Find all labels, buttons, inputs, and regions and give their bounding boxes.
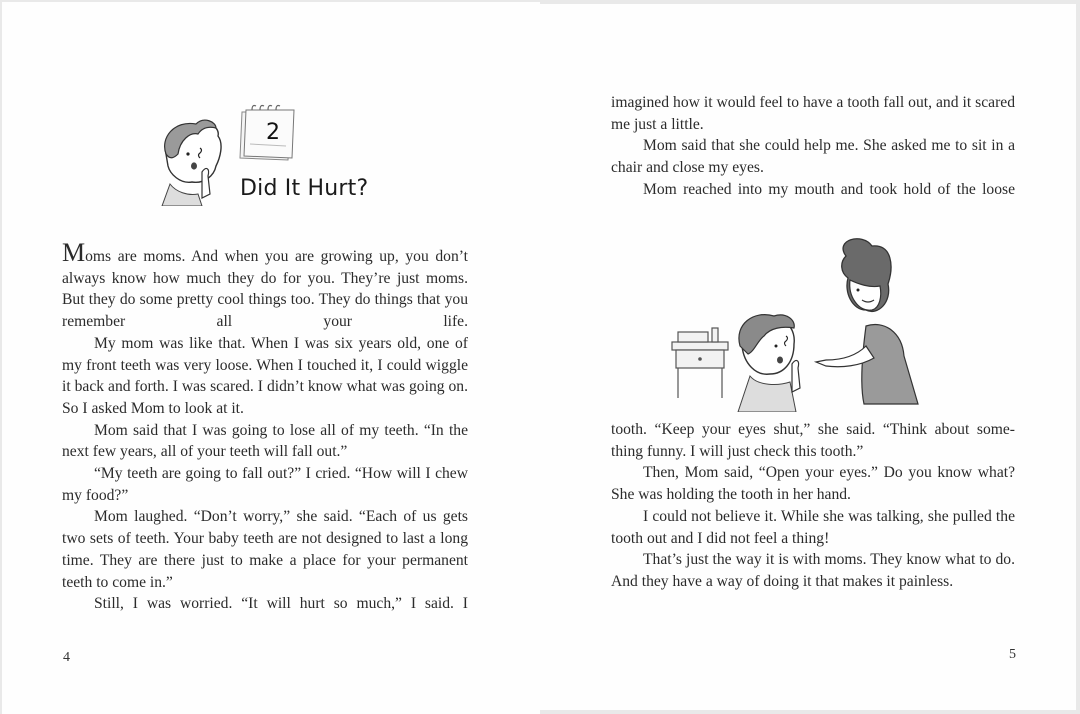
paragraph: Mom said that she could help me. She asked me to sit in a chair and close my eyes. bbox=[611, 137, 1015, 177]
paragraph: My mom was like that. When I was six years old, one of my front teeth was very loose. When I touched it, I could wiggle it back and forth. I was scared. I didn’t know what was going on. So I asked Mom to look at it. bbox=[62, 334, 468, 417]
chapter-title: Did It Hurt? bbox=[240, 176, 369, 201]
paragraph: That’s just the way it is with moms. They know what to do. And they have a way of doing it that makes it painless. bbox=[611, 551, 1015, 590]
thinking-boy-illustration bbox=[158, 114, 240, 206]
right-page-body-bottom bbox=[611, 419, 1015, 593]
paragraph: “My teeth are going to fall out?” I cried. “How will I chew my food?” bbox=[62, 465, 468, 504]
paragraph: Mom laughed. “Don’t worry,” she said. “Each of us gets two sets of teeth. Your baby teeth are not designed to last a long time. They are there just to make a place for your permanent teeth to come in.” bbox=[62, 508, 468, 591]
paragraph: Mom reached into my mouth and took hold of the loose bbox=[643, 180, 1015, 198]
paragraph: imagined how it would feel to have a tooth fall out, and it scared me just a little. bbox=[611, 94, 1015, 133]
paragraph: Then, Mom said, “Open your eyes.” Do you know what? She was holding the tooth in her hand. bbox=[611, 464, 1015, 504]
mom-checking-boy-tooth-illustration bbox=[666, 236, 926, 412]
left-page-body bbox=[62, 238, 468, 615]
paragraph: Mom said that I was going to lose all of my teeth. “In the next few years, all of your teeth will fall out.” bbox=[62, 421, 468, 461]
left-page bbox=[2, 2, 540, 714]
paragraph: Still, I was worried. “It will hurt so much,” I said. I bbox=[94, 595, 468, 613]
page-number: 5 bbox=[1009, 647, 1016, 662]
paragraph: Moms are moms. And when you are growing up, you don’t always know how much they do for you. They’re just moms. But they do some pretty cool things too. They do things that you remember all your life. bbox=[62, 238, 468, 331]
drop-cap: M bbox=[62, 238, 86, 267]
right-page-body-top bbox=[611, 92, 1015, 201]
right-page bbox=[540, 4, 1076, 710]
chapter-number: 2 bbox=[266, 120, 280, 145]
page-number: 4 bbox=[63, 650, 70, 665]
paragraph: I could not believe it. While she was talking, she pulled the tooth out and I did not feel a thing! bbox=[611, 507, 1015, 547]
paragraph: tooth. “Keep your eyes shut,” she said. “Think about some- thing funny. I will just check this tooth.” bbox=[611, 421, 1015, 460]
